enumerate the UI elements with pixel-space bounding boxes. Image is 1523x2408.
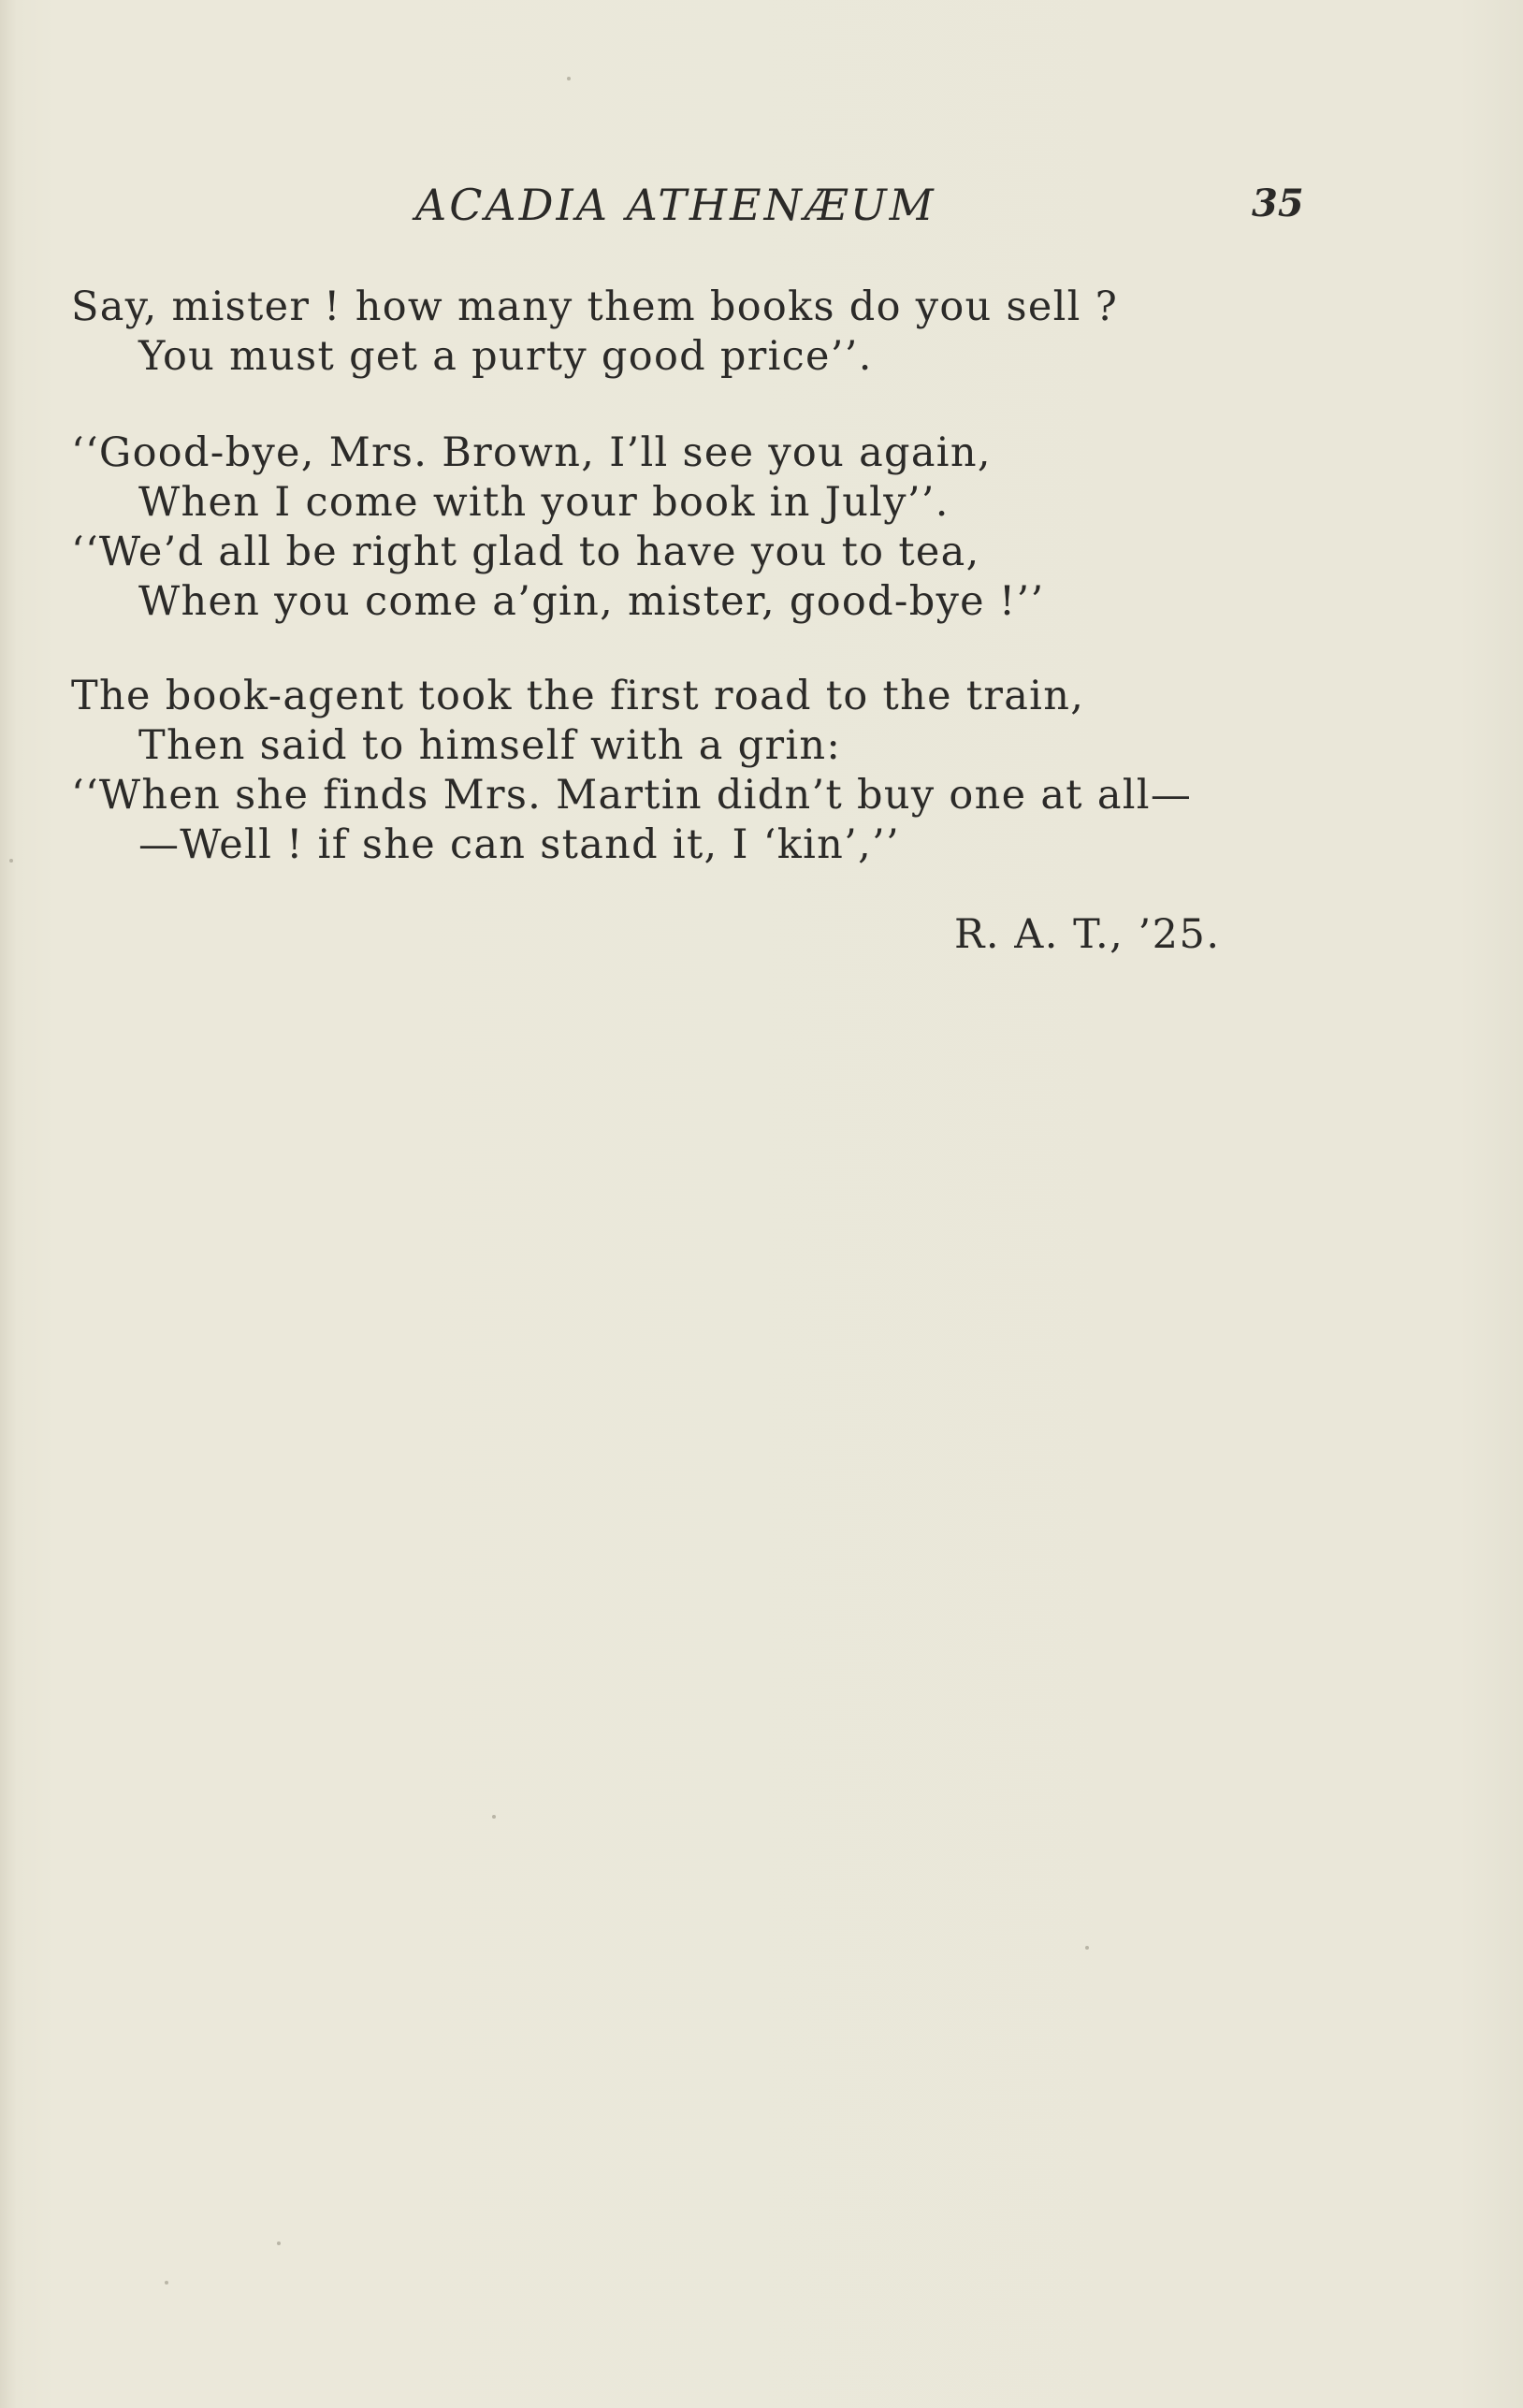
poem-line: Then said to himself with a grin: [138, 722, 842, 769]
poem-line: You must get a purty good price’’. [138, 333, 873, 380]
poem-line: —Well ! if she can stand it, I ‘kin’,’’ [138, 821, 900, 868]
paper-speck [1085, 1946, 1089, 1950]
paper-speck [9, 859, 13, 863]
paper-speck [567, 77, 571, 80]
paper-speck [165, 2281, 168, 2285]
poem-line: Say, mister ! how many them books do you sell ? [71, 283, 1119, 330]
poem-stanza [71, 672, 1287, 870]
poem-line: When you come a’gin, mister, good-bye !’’ [138, 578, 1045, 625]
paper-speck [277, 2241, 281, 2245]
page-number: 35 [1252, 181, 1304, 225]
paper-speck [492, 1815, 496, 1819]
running-header-title: ACADIA ATHENÆUM [415, 180, 936, 230]
poem-line: ‘‘When she finds Mrs. Martin didn’t buy one at all— [71, 772, 1193, 819]
poem-stanza [71, 428, 1287, 627]
poem-line: The book-agent took the first road to the train, [71, 673, 1085, 719]
author-signature: R. A. T., ’25. [954, 911, 1221, 958]
poem-line: When I come with your book in July’’. [138, 479, 950, 526]
poem-line: ‘‘Good-bye, Mrs. Brown, I’ll see you again, [71, 429, 992, 476]
poem-stanza [71, 283, 1287, 382]
poem-line: ‘‘We’d all be right glad to have you to tea, [71, 529, 980, 575]
